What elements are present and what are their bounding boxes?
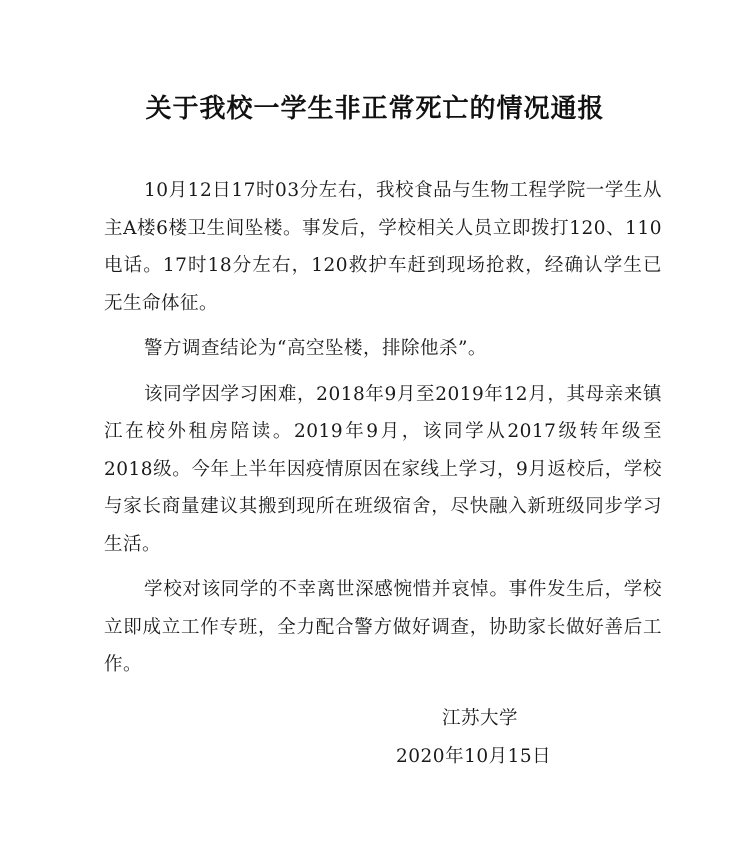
signature-date: 2020年10月15日 [396,746,552,767]
signature-organization: 江苏大学 [441,708,518,729]
paragraph-incident: 10月12日17时03分左右，我校食品与生物工程学院一学生从主A楼6楼卫生间坠楼。事发后，学校相关人员立即拨打120、110电话。17时18分左右，120救护车赶到现场抢救，经确认学生已无生命体征。 [104,180,662,314]
paragraph-police-conclusion: 警方调查结论为“高空坠楼，排除他杀”。 [144,338,487,359]
document-title: 关于我校一学生非正常死亡的情况通报 [145,94,605,124]
paragraph-background: 该同学因学习困难，2018年9月至2019年12月，其母亲来镇江在校外租房陪读。2019年9月，该同学从2017级转年级至2018级。今年上半年因疫情原因在家线上学习，9月返校后，学校与家长商量建议其搬到现所在班级宿舍，尽快融入新班级同步学习生活。 [104,383,662,555]
document-body [104,172,662,692]
paragraph-school-response: 学校对该同学的不幸离世深感惋惜并哀悼。事件发生后，学校立即成立工作专班，全力配合警方做好调查，协助家长做好善后工作。 [104,579,662,675]
